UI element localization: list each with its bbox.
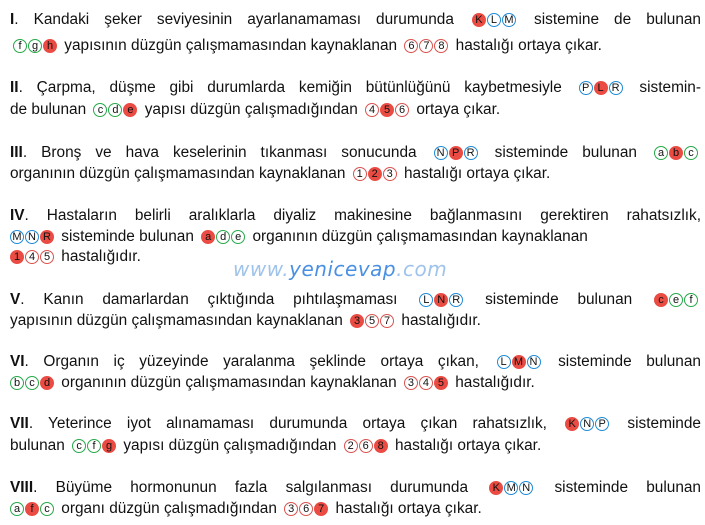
organ-option: c [684,146,698,160]
item-text: hastalığıdır. [61,248,141,265]
system-option: P [579,81,593,95]
organ-option: c [72,439,86,453]
item-numeral: II [10,79,19,96]
disease-option: 4 [25,250,39,264]
item-text: organının düzgün çalışmamasından kaynaklanan [10,165,346,182]
system-option: R [609,81,623,95]
disease-option-selected: 7 [314,502,328,516]
item-text: yapısı düzgün çalışmadığından [144,101,358,118]
item-text: organı düzgün çalışmadığından [61,500,277,517]
organ-option: c [93,103,107,117]
item-5-line-1 [10,289,701,311]
item-text: . Organın iç yüzeyinde yaralanma şeklinde ortaya çıkan, [24,353,479,370]
disease-option: 7 [380,314,394,328]
system-options [419,293,463,307]
disease-option: 3 [284,502,298,516]
disease-option-selected: 5 [380,103,394,117]
item-text: sisteminde bulunan [61,228,194,245]
system-option-selected: M [512,355,526,369]
item-text: hastalığı ortaya çıkar. [455,37,602,54]
disease-option: 6 [404,39,418,53]
item-text: sisteminde bulunan [494,144,637,161]
system-option-selected: P [449,146,463,160]
organ-option: f [684,293,698,307]
organ-options [10,502,54,516]
item-5-line-2 [10,310,481,332]
organ-option: a [10,502,24,516]
item-4-line-1 [10,205,701,227]
system-option: P [595,417,609,431]
item-numeral: I [10,11,15,28]
item-text: sisteminde bulunan [485,291,633,308]
organ-option: c [40,502,54,516]
item-text: yapısının düzgün çalışmamasından kaynaklanan [64,37,398,54]
item-text: hastalığı ortaya çıkar. [394,437,542,454]
item-text: sistemin- [639,79,701,96]
item-text: sistemine de bulunan [534,11,701,28]
disease-option: 5 [40,250,54,264]
item-text: . Kandaki şeker seviyesinin ayarlanamaması durumunda [14,11,454,28]
system-option: N [25,230,39,244]
system-options [472,13,516,27]
organ-option-selected: e [123,103,137,117]
system-options [489,481,533,495]
item-text: de bulunan [10,101,87,118]
disease-option-selected: 2 [368,167,382,181]
system-option: M [502,13,516,27]
organ-option: e [669,293,683,307]
disease-option-selected: 8 [374,439,388,453]
disease-options [344,439,388,453]
organ-options [72,439,116,453]
item-4-line-2 [10,226,588,248]
organ-option-selected: a [201,230,215,244]
item-numeral: VII [10,415,29,432]
disease-option: 8 [434,39,448,53]
system-option-selected: K [489,481,503,495]
item-7-line-1 [10,413,701,435]
item-1-line-2 [10,35,602,57]
organ-options [201,230,245,244]
disease-option-selected: 5 [434,376,448,390]
item-text: organının düzgün çalışmamasından kaynaklanan [252,228,588,245]
item-text: hastalığıdır. [401,312,481,329]
item-text: organının düzgün çalışmamasından kaynaklanan [61,374,397,391]
item-numeral: IV [10,207,25,224]
organ-options [93,103,137,117]
item-numeral: III [10,144,23,161]
system-options [10,230,54,244]
system-option: L [497,355,511,369]
system-options [497,355,541,369]
item-text: hastalığı ortaya çıkar. [335,500,482,517]
disease-option: 4 [419,376,433,390]
item-7-line-2 [10,435,541,457]
system-option: M [10,230,24,244]
disease-option: 5 [365,314,379,328]
disease-options [365,103,409,117]
disease-option: 6 [395,103,409,117]
disease-options [284,502,328,516]
item-8-line-2 [10,498,482,520]
system-option: L [419,293,433,307]
disease-option: 3 [383,167,397,181]
disease-option: 3 [404,376,418,390]
organ-option: d [108,103,122,117]
system-option: N [580,417,594,431]
system-option-selected: K [472,13,486,27]
item-text: . Büyüme hormonunun fazla salgılanması durumunda [33,479,469,496]
organ-option: f [87,439,101,453]
system-option: N [434,146,448,160]
item-text: hastalığıdır. [455,374,535,391]
organ-option-selected: f [25,502,39,516]
item-text: sisteminde bulunan [554,479,701,496]
system-option: R [464,146,478,160]
item-numeral: VIII [10,479,34,496]
system-option-selected: K [565,417,579,431]
disease-option: 7 [419,39,433,53]
system-option: R [449,293,463,307]
organ-option-selected: h [43,39,57,53]
organ-options [654,293,698,307]
disease-option: 2 [344,439,358,453]
organ-option: g [28,39,42,53]
item-numeral: V [10,291,21,308]
disease-option: 1 [353,167,367,181]
disease-option: 6 [299,502,313,516]
organ-option-selected: b [669,146,683,160]
disease-options [404,39,448,53]
item-4-line-3 [10,246,141,268]
item-text: . Yeterince iyot alınamaması durumunda ortaya çıkan rahatsızlık, [28,415,547,432]
system-option-selected: L [594,81,608,95]
item-text: . Kanın damarlardan çıktığında pıhtılaşmaması [20,291,398,308]
disease-option-selected: 1 [10,250,24,264]
item-6-line-1 [10,351,701,373]
item-2-line-2 [10,99,500,121]
organ-option: d [216,230,230,244]
system-option-selected: R [40,230,54,244]
item-text: bulunan [10,437,65,454]
item-text: . Çarpma, düşme gibi durumlarda kemiğin bütünlüğünü kaybetmesiyle [18,79,562,96]
disease-option: 4 [365,103,379,117]
organ-option: a [654,146,668,160]
disease-option-selected: 3 [350,314,364,328]
item-3-line-1 [10,142,701,164]
system-options [434,146,478,160]
organ-options [654,146,698,160]
organ-option-selected: g [102,439,116,453]
disease-options [353,167,397,181]
system-options [565,417,609,431]
organ-option: b [10,376,24,390]
disease-options [10,250,54,264]
organ-option: c [25,376,39,390]
item-1-line-1 [10,9,701,31]
organ-option: e [231,230,245,244]
system-option: N [519,481,533,495]
organ-option: f [13,39,27,53]
item-text: hastalığı ortaya çıkar. [403,165,551,182]
system-option: L [487,13,501,27]
system-option: M [504,481,518,495]
item-3-line-2 [10,163,550,185]
item-text: yapısının düzgün çalışmamasından kaynaklanan [10,312,343,329]
organ-options [13,39,57,53]
item-text: sisteminde bulunan [558,353,701,370]
disease-options [350,314,394,328]
item-text: yapısı düzgün çalışmadığından [123,437,337,454]
item-text: . Hastaların belirli aralıklarla diyaliz makinesine bağlanmasını gerektiren rahatsızlık, [24,207,701,224]
organ-option-selected: d [40,376,54,390]
disease-option: 6 [359,439,373,453]
system-option: N [527,355,541,369]
item-2-line-1 [10,77,701,99]
item-text: . Bronş ve hava keselerinin tıkanması sonucunda [22,144,417,161]
item-numeral: VI [10,353,25,370]
organ-options [10,376,54,390]
item-8-line-1 [10,477,701,499]
watermark: www.yenicevap.com [233,257,448,281]
system-option-selected: N [434,293,448,307]
disease-options [404,376,448,390]
item-6-line-2 [10,372,535,394]
item-text: ortaya çıkar. [416,101,501,118]
organ-option-selected: c [654,293,668,307]
system-options [579,81,623,95]
item-text: sisteminde [627,415,701,432]
